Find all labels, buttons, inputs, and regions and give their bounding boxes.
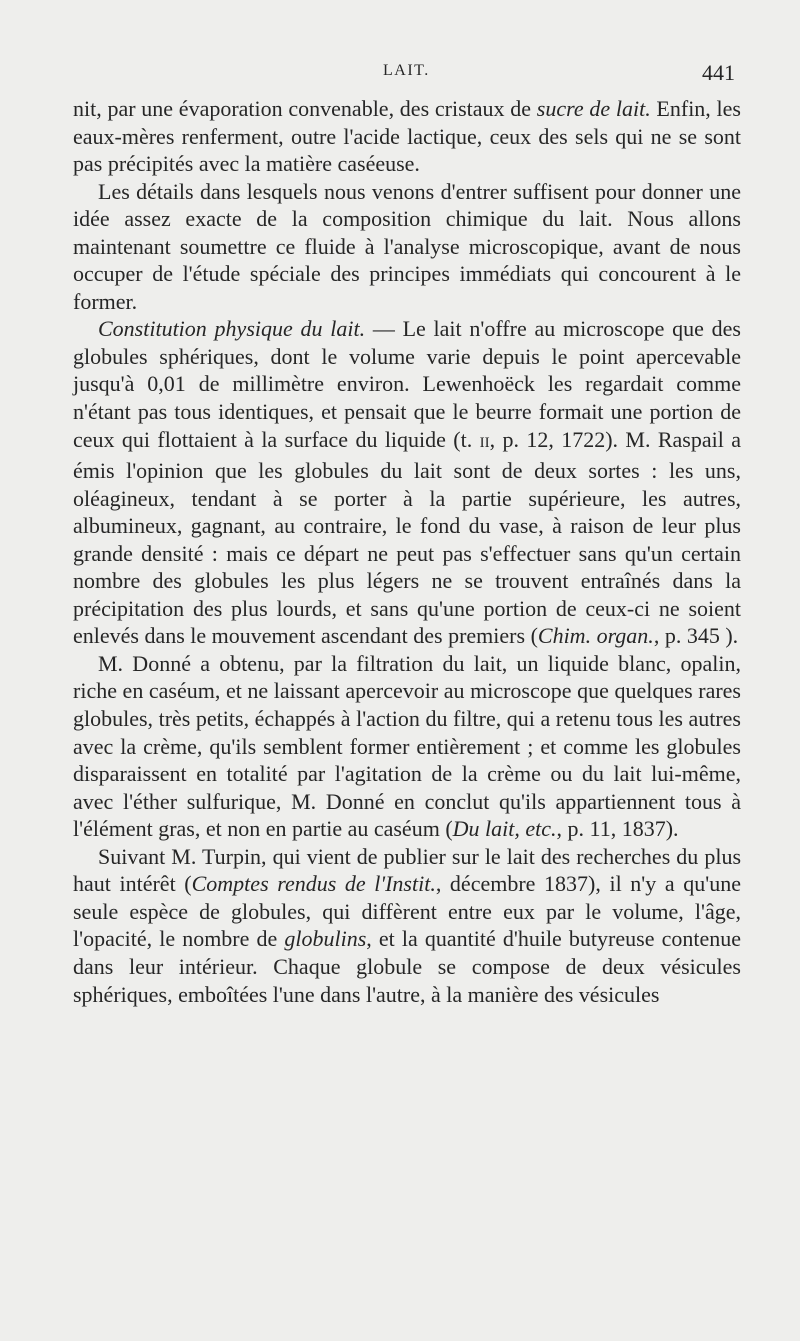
text-segment: II (479, 434, 490, 451)
italic-segment: Chim. organ. (537, 623, 654, 649)
text-segment: — Le lait n'offre au microscope que des globules sphériques, dont le volume varie depuis le point apercevable jusqu'à 0,01 de millimètre environ. Lewenhoëck les regardait comme n'étant pas tous identiques, et pensait que le beurre formait une portion de ceux qui flottaient à la surface du liquide (t. (73, 316, 741, 452)
body-text (73, 95, 741, 1008)
text-segment: nit, par une évaporation convenable, des cristaux de (73, 96, 537, 121)
text-segment: Enfin, les eaux-mères renferment, outre l'acide lactique, ceux des sels qui ne se sont pas précipités avec la matière caséeuse. (73, 96, 741, 177)
text-segment: Suivant M. Turpin, qui vient de publier sur le lait des recherches du plus haut intérêt ( (73, 843, 741, 897)
paragraph (73, 95, 741, 178)
paragraph (73, 178, 741, 316)
page-header (0, 60, 800, 88)
italic-segment: globulins (284, 926, 367, 952)
running-head: LAIT. (383, 62, 430, 79)
page-number: 441 (702, 60, 735, 85)
italic-segment: Constitution physique du lait. (98, 316, 366, 342)
italic-segment: Comptes rendus de l'Instit. (191, 871, 436, 897)
text-segment: , décembre 1837), il n'y a qu'une seule espèce de globules, qui diffèrent entre eux par le volume, l'âge, l'opacité, le nombre de (73, 871, 741, 952)
text-segment: , p. 12, 1722). M. Raspail a émis l'opinion que les globules du lait sont de deux sortes : les uns, oléagineux, tendant à se porter à la partie supérieure, les autres, albumineux, gagnant, au contraire, le fond du vase, à raison de leur plus grande densité : mais ce départ ne peut pas s'effectuer sans qu'un certain nombre des globules les plus légers ne se trouvent entraînés dans la précipitation des plus lourds, et sans qu'une portion de ceux-ci ne soient enlevés dans le mouvement ascendant des premiers ( (73, 426, 741, 649)
paragraph (73, 843, 741, 1008)
paragraph (73, 650, 741, 843)
text-segment: , p. 345 ). (653, 623, 739, 649)
italic-segment: Du lait, etc. (452, 816, 557, 842)
paragraph (73, 315, 741, 650)
text-segment: , p. 11, 1837). (556, 816, 679, 842)
text-segment: M. Donné a obtenu, par la filtration du lait, un liquide blanc, opalin, riche en caséum, et ne laissant apercevoir au microscope que quelques rares globules, très petits, échappés à l'action du filtre, qui a retenu tous les autres avec la crème, qu'ils semblent former entièrement ; et comme les globules disparaissent en totalité par l'agitation de la crème ou du lait lui-même, avec l'éther sulfurique, M. Donné en conclut qu'ils appartiennent tous à l'élément gras, et non en partie au caséum ( (73, 650, 741, 842)
italic-segment: sucre de lait. (536, 96, 651, 121)
text-segment: Les détails dans lesquels nous venons d'entrer suffisent pour donner une idée assez exacte de la composition chimique du lait. Nous allons maintenant soumettre ce fluide à l'analyse microscopique, avant de nous occuper de l'étude spéciale des principes immédiats qui concourent à le former. (73, 178, 741, 314)
text-segment: , et la quantité d'huile butyreuse contenue dans leur intérieur. Chaque globule se compose de deux vésicules sphériques, emboîtées l'une dans l'autre, à la manière des vésicules (73, 926, 741, 1007)
